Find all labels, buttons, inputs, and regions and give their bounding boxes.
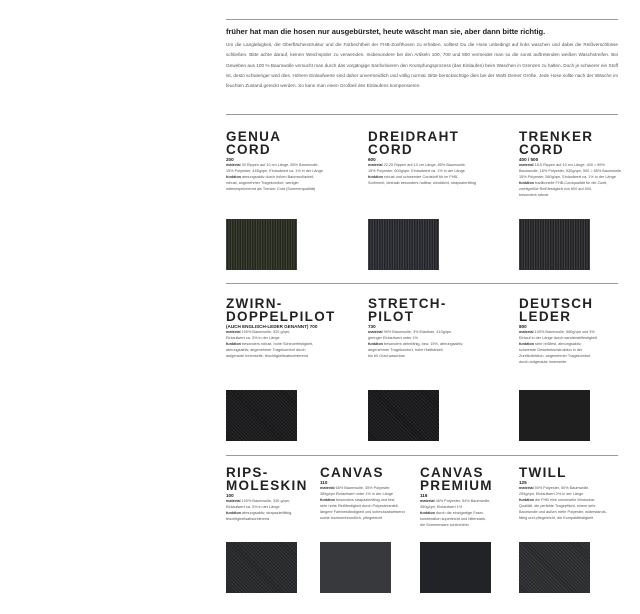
spec-line — [519, 515, 607, 521]
fabric-swatch-rips-moleskin — [226, 542, 297, 593]
spec-text: 50% Polyester, 50% Baumwolle, — [534, 486, 590, 490]
spec-text: fähig und pflegeleicht, die Kompaktfestigkeit — [519, 516, 594, 521]
spec-label: material — [226, 163, 241, 167]
product-code: 100 — [226, 493, 234, 498]
product-code: 800 — [519, 324, 527, 329]
spec-text: längere Farbbeständigkeit und schmutzabweisend — [320, 510, 405, 515]
spec-text: 100% Baumwolle, 330 g/qm, — [241, 499, 290, 503]
spec-label: material — [226, 330, 241, 334]
spec-text: besonders strapazierfähig und fest, — [336, 498, 396, 503]
product-description — [226, 162, 323, 192]
fabric-swatch-zwirn-doppelpilot — [226, 390, 297, 441]
product-canvas — [320, 466, 405, 522]
spec-text: sehr reißfest, atmungsaktiv, — [535, 342, 582, 347]
spec-text: 255g/qm, Einlaufwert 2% in der Länge — [519, 492, 584, 497]
spec-label: material — [320, 486, 335, 490]
spec-text: Baumwolle und außen mehr Polyester, widerstands- — [519, 510, 607, 515]
product-name: GENUA CORD — [226, 129, 282, 157]
product-name: TWILL — [519, 465, 567, 480]
spec-text: 100% Baumwolle, 680g/qm und 3% — [534, 330, 595, 334]
spec-text: 46% Polyester, 54% Baumwolle, — [435, 499, 491, 503]
spec-text: robust und schwerster Cordstoff für im FHB- — [384, 175, 459, 180]
spec-text: 22,25 Rippen auf 10 cm Länge, 85% Baumwolle, — [383, 163, 466, 167]
spec-text: Einlaufwert ca. 3% in der Länge — [226, 336, 280, 341]
product-code: 200 — [226, 157, 234, 162]
product-description — [519, 485, 607, 522]
spec-label: material — [368, 330, 383, 334]
spec-line — [320, 515, 405, 521]
product-canvas-premium — [420, 466, 493, 528]
product-name: CANVAS — [320, 465, 384, 480]
spec-text: Einlauf in der Länge durch sandstrahlfestigkeit — [519, 336, 597, 341]
spec-text: 100% Baumwolle, 520 g/qm, — [241, 330, 290, 334]
product-name: DREIDRAHT CORD — [368, 129, 460, 157]
spec-label: funktion — [368, 342, 383, 347]
fabric-swatch-trenker-cord — [519, 219, 590, 270]
spec-label: material — [368, 163, 383, 167]
spec-line — [226, 353, 336, 359]
spec-text: bis 60 Grad waschbar — [368, 354, 405, 359]
product-name: CANVAS PREMIUM — [420, 465, 493, 493]
fabric-swatch-deutsch-leder — [519, 390, 590, 441]
product-description — [519, 329, 597, 366]
product-code: 116 — [420, 493, 428, 498]
care-heading: früher hat man die hosen nur ausgebürstet, heute wäscht man sie, aber dann bitte richtig. — [226, 27, 546, 36]
spec-text: atmungsaktiv, strapazierfähig, — [242, 511, 293, 516]
spec-text: schwerste Gewebekonstruktion in der — [519, 348, 583, 353]
spec-text: die FHB eine universelle Workwear- — [535, 498, 596, 503]
fabric-swatch-dreidraht-cord — [368, 219, 439, 270]
spec-text: aufgeraute Innenseite, feuchtigkeitsabsorbierend — [226, 354, 309, 359]
product-rips-moleskin — [226, 466, 308, 522]
spec-text: 30 Rippen auf 10 cm Länge, 85% Baumwolle, — [241, 163, 319, 167]
spec-text: geringer Einlaufwert unter 1% — [368, 336, 419, 341]
product-code: 125 — [519, 480, 527, 485]
fabric-swatch-genua-cord — [226, 219, 297, 270]
spec-label: funktion — [420, 511, 435, 516]
spec-line — [519, 192, 622, 198]
spec-text: Einlaufwert ca. 3% in der Länge — [226, 505, 280, 510]
spec-text: 15% Polyester, 580g/qm, Einlaufwert ca. 1% in der Länge — [519, 175, 616, 180]
top-rule — [226, 19, 618, 20]
spec-line — [226, 516, 308, 522]
spec-label: material — [519, 486, 534, 490]
spec-text: atmungsaktiv, angenehmer Tragekomfort durch — [226, 348, 306, 353]
spec-text: wärmespeichernd als Trenker Cord (Sommerqualität) — [226, 187, 316, 192]
spec-text: besonders dehnfähig, bzw. 15%, atmungsaktiv, — [384, 342, 464, 347]
product-code: 400 / 500 — [519, 157, 539, 162]
spec-text: sehr hohe Reißfestigkeit durch Polyesteranteil, — [320, 504, 399, 509]
spec-text: atmungsaktiv durch hohen Baumwollanteil, — [242, 175, 315, 180]
product-description — [519, 162, 622, 199]
product-description — [226, 498, 308, 522]
spec-label: funktion — [519, 498, 534, 503]
spec-line — [519, 359, 597, 365]
spec-label: funktion — [368, 175, 383, 180]
spec-label: funktion — [519, 181, 534, 186]
spec-text: durch die einzigartige Faser- — [436, 511, 485, 516]
spec-text: 365g/qm Einlaufwert unter 1% in der Länge — [320, 492, 394, 497]
spec-text: durch aufgeraute Innenseite — [519, 360, 567, 365]
product-description — [368, 162, 476, 186]
spec-text: Sortiment, deshalb besonders haltbar, winddicht, strapazierfähig — [368, 181, 476, 186]
product-deutsch-leder — [519, 297, 597, 366]
product-stretch-pilot — [368, 297, 463, 359]
product-name: STRETCH- PILOT — [368, 296, 447, 324]
spec-text: kombination superleicht und bitterstark, — [420, 517, 487, 522]
product-name: TRENKER CORD — [519, 129, 594, 157]
spec-label: funktion — [519, 342, 534, 347]
product-code: 600 — [368, 157, 376, 162]
fabric-swatch-canvas-premium — [420, 542, 491, 593]
spec-text: besonders robust — [519, 193, 549, 198]
spec-text: 65% Baumwolle, 35% Polyester, — [335, 486, 391, 490]
spec-line — [226, 186, 323, 192]
fabric-swatch-canvas — [320, 542, 391, 593]
spec-text: 18,5 Rippen auf 10 cm Länge, 400 = 85% — [534, 163, 605, 167]
spec-text: 350g/qm, Einlaufwert 1% — [420, 505, 463, 510]
fabric-swatch-twill — [519, 542, 590, 593]
spec-text: 15% Polyester, 445g/qm, Einlaufwert ca. 1% in der Länge — [226, 169, 323, 174]
spec-line — [420, 522, 493, 528]
product-dreidraht-cord — [368, 130, 476, 186]
product-genua-cord — [226, 130, 323, 192]
spec-line — [368, 180, 476, 186]
spec-text: Qualität, die perfekte Tragepflicht, einem sehr — [519, 504, 596, 509]
spec-text: 15% Polyester, 600g/qm, Einlaufwert ca. 1% in der Länge — [368, 169, 465, 174]
spec-label: material — [519, 163, 534, 167]
care-text: Um die Langlebigkeit, die Oberflächenstruktur und die Farbechtheit der FHB-Zunfthosen zu erhalten, solltest Du die Hose unbedingt auf links waschen und dabei die Reißverschlüsse schließen. Bitte achte darauf, keinen Weichspüler zu verwenden. Insbesondere bei den Artikeln 100, 700 und 800 vermeidet man so die sonst auftretenden weißen Waschstreifen. Bei Geweben aus 100 % Baumwolle versucht man durch das vorgängige Sanforisieren den Krumpfungsprozess (das Einlaufen) beim Waschen in Grenzen zu halten. Doch je schwerer ein Stoff ist, desto schwieriger wird dies. Höhere Einlaufwerte sind daher unvermeidlich und völlig normal. Bitte berücksichtige dies bei der Wahl Deiner Größe. Jede Hose sollte nach der Wäsche im feuchten Zustand gereckt werden. So kann man einen Großteil des Einlaufens kompensieren. — [226, 42, 618, 89]
row-rule-2 — [226, 455, 618, 456]
spec-label: funktion — [226, 511, 241, 516]
product-name: DEUTSCH LEDER — [519, 296, 594, 324]
product-name: ZWIRN- DOPPELPILOT — [226, 296, 336, 324]
product-trenker-cord — [519, 130, 622, 199]
spec-text: 99% Baumwolle, 3% Elasthan, 410g/qm, — [383, 330, 453, 334]
product-description — [226, 329, 336, 359]
product-zwirn-doppelpilot — [226, 297, 336, 359]
spec-label: funktion — [226, 175, 241, 180]
spec-text: Zunftkollektion, angenehmer Tragekomfort — [519, 354, 591, 359]
spec-text: traditionelle FHB-Cordqualität für die Zunft, — [535, 181, 608, 186]
spec-label: material — [519, 330, 534, 334]
spec-label: funktion — [226, 342, 241, 347]
spec-text: robust, angenehmer Tragekomfort, weniger — [226, 181, 299, 186]
spec-text: feuchtigkeitsabsorbierend — [226, 517, 270, 522]
spec-text: zweitgrößte Reißfestigkeit von 600 auf 500, — [519, 187, 593, 192]
spec-text: sowie trocknerfreundlich, pflegeleicht — [320, 516, 383, 521]
product-code: 110 — [320, 480, 328, 485]
spec-text: die Sommerware schlechthin — [420, 523, 469, 528]
spec-label: material — [420, 499, 435, 503]
product-code: (AUCH ENGLISCH-LEDER GENANNT) 700 — [226, 324, 318, 329]
spec-label: material — [226, 499, 241, 503]
spec-text: Baumwolle, 15% Polyester, 530g/qm, 500 = 85% Baumwolle, — [519, 169, 622, 174]
product-twill — [519, 466, 607, 522]
spec-text: besonders robust, hohe Scheuerfestigkeit, — [242, 342, 314, 347]
spec-label: funktion — [320, 498, 335, 503]
product-name: RIPS- MOLESKIN — [226, 465, 308, 493]
intro-rule — [226, 114, 618, 115]
row-rule-1 — [226, 283, 618, 284]
product-description — [420, 498, 493, 528]
spec-line — [368, 353, 463, 359]
product-description — [368, 329, 463, 359]
product-code: 730 — [368, 324, 376, 329]
spec-text: angenehmer Tragekomfort, hohe Haltbarkeit, — [368, 348, 444, 353]
fabric-swatch-stretch-pilot — [368, 390, 439, 441]
product-description — [320, 485, 405, 522]
